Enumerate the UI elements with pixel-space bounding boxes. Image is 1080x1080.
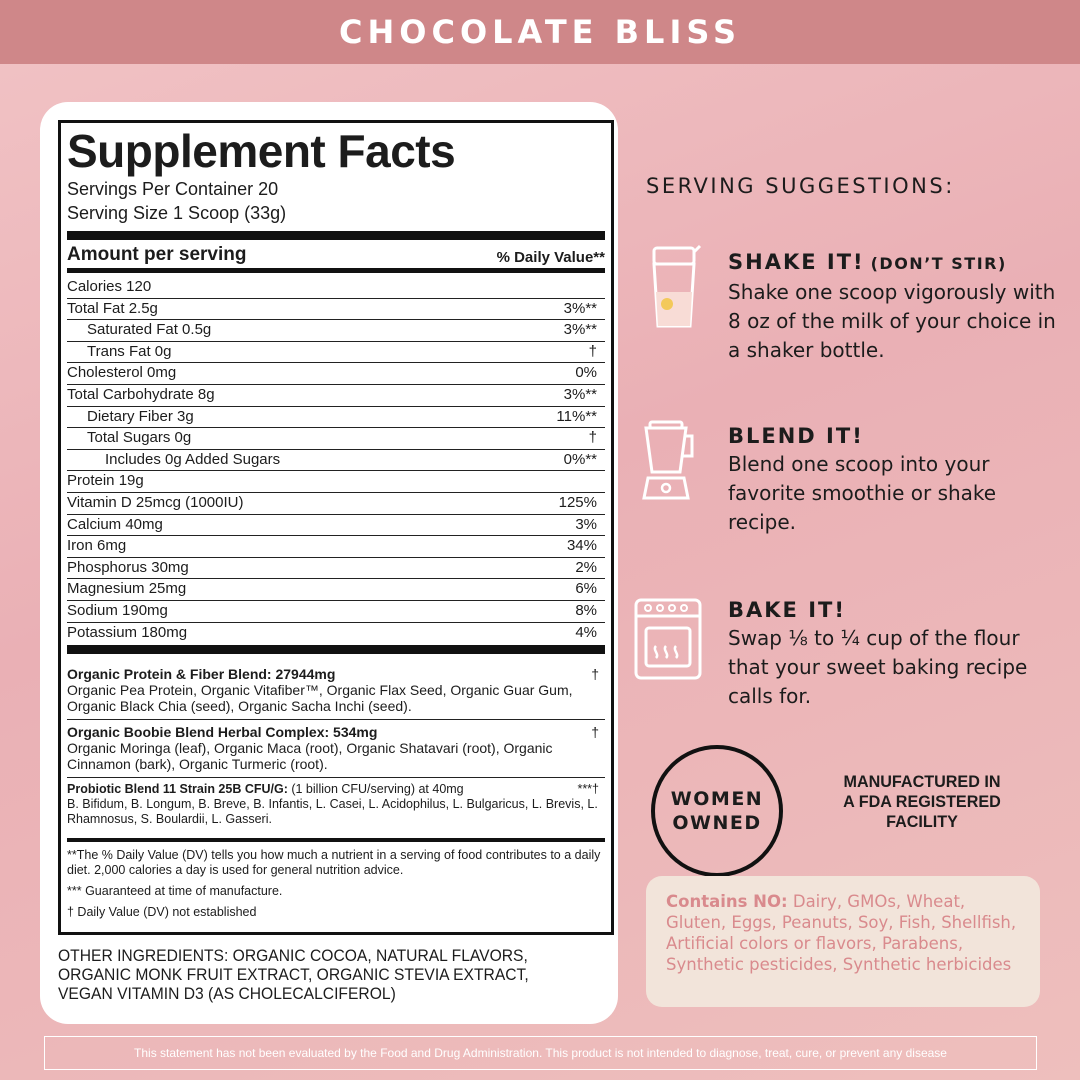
herbal-complex-blend <box>67 719 605 777</box>
nutrient-dv <box>597 277 605 298</box>
nutrient-row <box>67 428 605 450</box>
nutrient-dv: † <box>588 429 597 447</box>
nutrient-row <box>67 407 605 429</box>
blend-title: Organic Boobie Blend Herbal Complex: 534mg <box>67 724 378 741</box>
supplement-facts-panel <box>58 120 614 935</box>
suggestion-text: Blend one scoop into your favorite smoothie or shake recipe. <box>728 452 997 534</box>
blend-title-detail: (1 billion CFU/serving) at 40mg <box>287 782 464 797</box>
nutrient-dv: 6% <box>575 580 597 598</box>
nutrient-dv: 0% <box>575 364 597 382</box>
nutrient-row <box>67 471 605 493</box>
nutrient-dv: 4% <box>575 623 597 641</box>
badge-line: FACILITY <box>886 812 958 831</box>
allergen-box <box>646 876 1040 1007</box>
suggestion-blend <box>728 422 1058 537</box>
nutrient-name: Total Carbohydrate 8g <box>67 385 215 403</box>
amount-header-row <box>67 242 605 268</box>
amount-per-serving-label: Amount per serving <box>67 244 247 265</box>
footnotes <box>67 842 605 920</box>
women-owned-badge <box>651 745 783 877</box>
nutrient-name: Calcium 40mg <box>67 515 163 533</box>
nutrient-row <box>67 320 605 342</box>
suggestion-text: Shake one scoop vigorously with 8 oz of the milk of your choice in a shaker bottle. <box>728 280 1056 362</box>
probiotic-blend <box>67 777 605 832</box>
nutrient-row <box>67 515 605 537</box>
blend-ingredients: Organic Pea Protein, Organic Vitafiber™, Organic Flax Seed, Organic Guar Gum, Organic Black Chia (seed), Organic Sacha Inchi (seed). <box>67 682 573 715</box>
nutrient-row <box>67 450 605 472</box>
badge-line: OWNED <box>672 812 762 834</box>
disclaimer-text: This statement has not been evaluated by the Food and Drug Administration. This product is not intended to diagnose, treat, cure, or prevent any disease <box>134 1046 947 1060</box>
suggestion-heading: BLEND IT! <box>728 424 864 448</box>
nutrient-dv: 8% <box>575 601 597 619</box>
nutrient-name: Protein 19g <box>67 472 144 490</box>
nutrient-name: Potassium 180mg <box>67 623 188 641</box>
suggestion-shake <box>728 248 1058 365</box>
supplement-facts-card <box>40 102 618 1024</box>
daily-value-label: % Daily Value** <box>496 249 605 266</box>
nutrient-rows <box>67 277 605 643</box>
nutrient-name: Sodium 190mg <box>67 601 168 619</box>
nutrient-dv <box>597 471 605 492</box>
facts-title: Supplement Facts <box>67 125 456 177</box>
nutrient-name: Total Fat 2.5g <box>67 299 158 317</box>
nutrient-name: Total Sugars 0g <box>87 429 192 447</box>
divider-thick <box>67 645 605 654</box>
badge-line: A FDA REGISTERED <box>843 792 1001 811</box>
blend-ingredients: Organic Moringa (leaf), Organic Maca (root), Organic Shatavari (root), Organic Cinnamon (bark), Organic Turmeric (root). <box>67 740 553 773</box>
nutrient-dv: 3%** <box>563 299 597 317</box>
nutrient-dv: 11%** <box>556 407 597 425</box>
nutrient-name: Vitamin D 25mcg (1000IU) <box>67 493 244 511</box>
footnote-guaranteed: *** Guaranteed at time of manufacture. <box>67 884 283 899</box>
serving-size: Serving Size 1 Scoop (33g) <box>67 203 287 223</box>
nutrient-row <box>67 493 605 515</box>
allergen-label: Contains NO: <box>666 892 788 911</box>
nutrient-dv: 3%** <box>563 321 597 339</box>
nutrient-name: Magnesium 25mg <box>67 580 187 598</box>
suggestion-subheading: (DON’T STIR) <box>870 254 1007 273</box>
footnote-daily-value: **The % Daily Value (DV) tells you how much a nutrient in a serving of food contributes to a daily diet. 2,000 calories a day is used for general nutrition advice. <box>67 848 601 878</box>
nutrient-row <box>67 579 605 601</box>
nutrient-name: Calories 120 <box>67 278 152 295</box>
nutrient-row <box>67 536 605 558</box>
nutrient-row <box>67 385 605 407</box>
nutrient-dv: 125% <box>558 493 597 511</box>
nutrient-name: Phosphorus 30mg <box>67 558 189 576</box>
suggestion-bake <box>728 596 1058 711</box>
nutrient-name: Saturated Fat 0.5g <box>87 321 212 339</box>
suggestion-heading: BAKE IT! <box>728 598 846 622</box>
header-bar <box>0 0 1080 64</box>
nutrient-row <box>67 299 605 321</box>
fda-facility-badge <box>827 772 1017 832</box>
suggestion-heading: SHAKE IT! <box>728 250 865 274</box>
blend-mark: † <box>591 666 599 683</box>
blend-mark: † <box>591 724 599 741</box>
nutrient-row <box>67 623 605 644</box>
blend-mark: ***† <box>577 782 599 797</box>
footnote-dv-not-established: † Daily Value (DV) not established <box>67 905 257 920</box>
nutrient-name: Dietary Fiber 3g <box>87 407 194 425</box>
nutrient-row <box>67 558 605 580</box>
nutrient-dv: † <box>588 342 597 360</box>
nutrient-name: Cholesterol 0mg <box>67 364 177 382</box>
oven-icon <box>632 596 704 682</box>
badge-line: MANUFACTURED IN <box>843 772 1001 791</box>
nutrient-dv: 0%** <box>563 450 597 468</box>
badge-line: WOMEN <box>670 788 764 810</box>
nutrient-row <box>67 363 605 385</box>
blend-title: Probiotic Blend 11 Strain 25B CFU/G: <box>67 782 288 797</box>
servings-per-container: Servings Per Container 20 <box>67 179 279 199</box>
blend-title: Organic Protein & Fiber Blend: 27944mg <box>67 666 336 683</box>
nutrient-name: Trans Fat 0g <box>87 342 172 360</box>
nutrient-dv: 3% <box>575 515 597 533</box>
serving-suggestions-title: SERVING SUGGESTIONS: <box>646 174 955 198</box>
nutrient-row <box>67 601 605 623</box>
blender-icon <box>638 418 698 502</box>
fda-disclaimer <box>44 1036 1037 1070</box>
other-ingredients: OTHER INGREDIENTS: ORGANIC COCOA, NATURAL FLAVORS, ORGANIC MONK FRUIT EXTRACT, ORGANIC STEVIA EXTRACT, VEGAN VITAMIN D3 (AS CHOLECALCIFEROL) <box>58 946 529 1003</box>
nutrient-dv: 3%** <box>563 385 597 403</box>
divider-thick <box>67 231 605 240</box>
product-title: CHOCOLATE BLISS <box>339 13 741 51</box>
suggestion-text: Swap ⅛ to ¼ cup of the flour that your sweet baking recipe calls for. <box>728 626 1028 708</box>
blend-ingredients: B. Bifidum, B. Longum, B. Breve, B. Infantis, L. Casei, L. Acidophilus, L. Bulgaricus, L. Brevis, L. Rhamnosus, S. Boulardii, L. Gasseri. <box>67 797 598 827</box>
allergen-list: Dairy, GMOs, Wheat, Gluten, Eggs, Peanuts, Soy, Fish, Shellfish, Artificial colors or flavors, Parabens, Synthetic pesticides, Synthetic herbicides <box>666 892 1017 974</box>
nutrient-name: Iron 6mg <box>67 537 127 555</box>
divider-medium <box>67 268 605 273</box>
protein-fiber-blend <box>67 662 605 719</box>
nutrient-dv: 2% <box>575 558 597 576</box>
nutrient-name: Includes 0g Added Sugars <box>105 450 281 468</box>
nutrient-dv: 34% <box>566 537 597 555</box>
nutrient-row <box>67 342 605 364</box>
nutrient-row <box>67 277 605 299</box>
shaker-bottle-icon <box>642 244 704 332</box>
